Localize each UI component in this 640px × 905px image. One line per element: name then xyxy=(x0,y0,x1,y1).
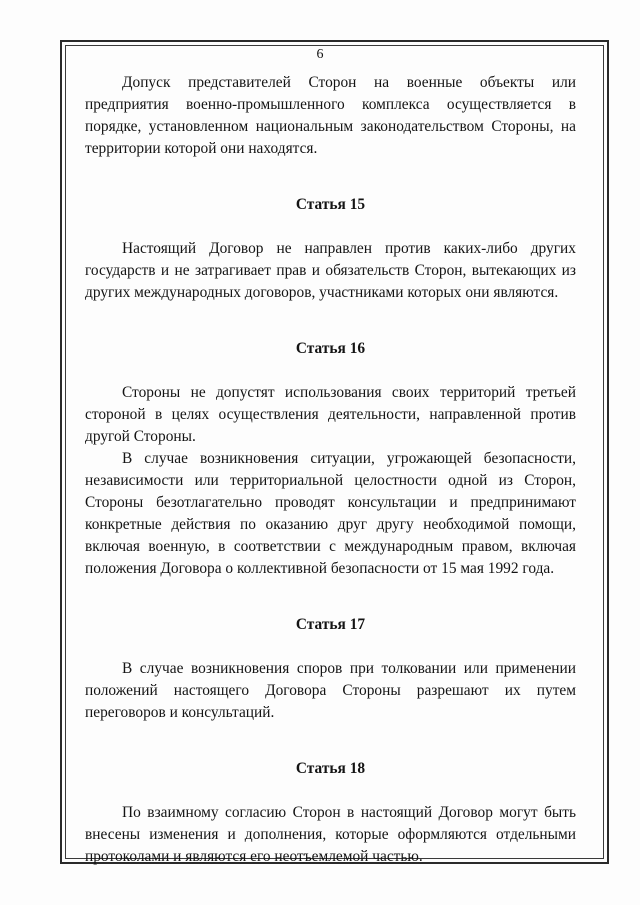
article-16-paragraph-2: В случае возникновения ситуации, угрожающей безопасности, независимости или территориальной целостности одной из Сторон, Стороны безотлагательно проводят консультации и предпринимают конкретные действия по оказанию друг другу необходимой помощи, включая военную, в соответствии с международным правом, включая положения Договора о коллективной безопасности от 15 мая 1992 года. xyxy=(85,450,576,577)
intro-paragraph: Допуск представителей Сторон на военные объекты или предприятия военно-промышленного комплекса осуществляется в порядке, установленном национальным законодательством Стороны, на территории которой они находятся. xyxy=(85,74,576,157)
article-17-paragraph-1: В случае возникновения споров при толковании или применении положений настоящего Договора Стороны разрешают их путем переговоров и консультаций. xyxy=(85,660,576,721)
article-16-heading: Статья 16 xyxy=(295,340,366,357)
article-15-paragraph-1: Настоящий Договор не направлен против каких-либо других государств и не затрагивает прав и обязательств Сторон, вытекающих из других международных договоров, участниками которых они являются. xyxy=(85,240,576,301)
page-number: 6 xyxy=(316,47,324,62)
article-18-paragraph-1: По взаимному согласию Сторон в настоящий Договор могут быть внесены изменения и дополнения, которые оформляются отдельными протоколами и являются его неотъемлемой частью. xyxy=(85,804,576,865)
document-body xyxy=(85,72,576,868)
article-15-heading: Статья 15 xyxy=(295,196,366,213)
article-18-heading: Статья 18 xyxy=(295,760,366,777)
article-16-paragraph-1: Стороны не допустят использования своих территорий третьей стороной в целях осуществления деятельности, направленной против другой Стороны. xyxy=(85,384,576,445)
article-17-heading: Статья 17 xyxy=(295,616,366,633)
